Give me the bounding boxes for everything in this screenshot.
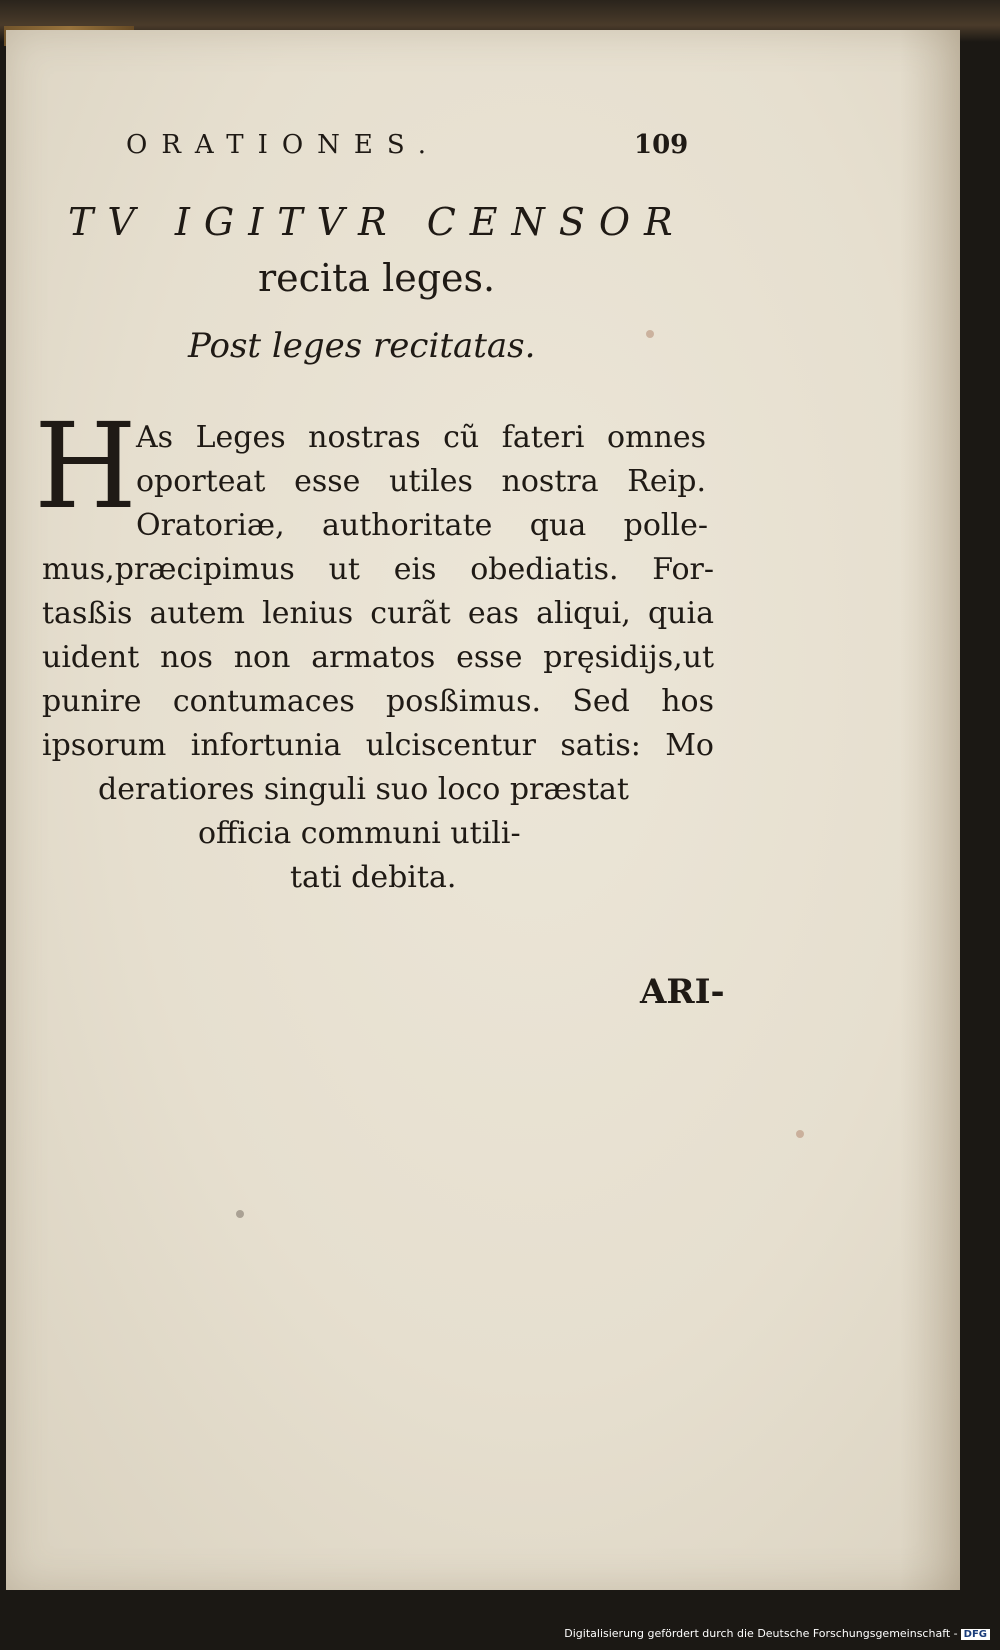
footer-text: Digitalisierung gefördert durch die Deutsche Forschungsgemeinschaft -	[564, 1627, 958, 1640]
body-line: oporteat esse utiles nostra Reip.	[136, 464, 706, 499]
section-title-line2: recita leges.	[258, 256, 496, 300]
catchword: ARI-	[640, 972, 725, 1012]
body-line: As Leges nostras cũ fateri omnes	[136, 420, 706, 455]
section-subtitle: Post leges recitatas.	[188, 326, 536, 366]
paper-stain	[236, 1210, 244, 1218]
body-line: officia communi utili-	[198, 816, 521, 851]
body-line: Oratoriæ, authoritate qua polle-	[136, 508, 708, 543]
body-line: punire contumaces posßimus. Sed hos	[42, 684, 714, 719]
body-line: deratiores singuli suo loco præstat	[98, 772, 629, 807]
body-line: uident nos non armatos esse pręsidijs,ut	[42, 640, 714, 675]
paper-stain	[646, 330, 654, 338]
dfg-logo: DFG	[961, 1629, 990, 1640]
body-line: tati debita.	[290, 860, 457, 895]
paper-stain	[796, 1130, 804, 1138]
body-line: mus,præcipimus ut eis obediatis. For-	[42, 552, 714, 587]
digitization-footer	[564, 1627, 990, 1640]
body-line: tasßis autem lenius curãt eas aliqui, quia	[42, 596, 714, 631]
running-header: ORATIONES.	[126, 130, 441, 160]
drop-capital: H	[34, 397, 137, 535]
page-number: 109	[634, 130, 689, 160]
section-title: TV IGITVR CENSOR	[68, 200, 687, 244]
body-line: ipsorum infortunia ulciscentur satis: Mo	[42, 728, 714, 763]
book-page	[6, 30, 960, 1590]
